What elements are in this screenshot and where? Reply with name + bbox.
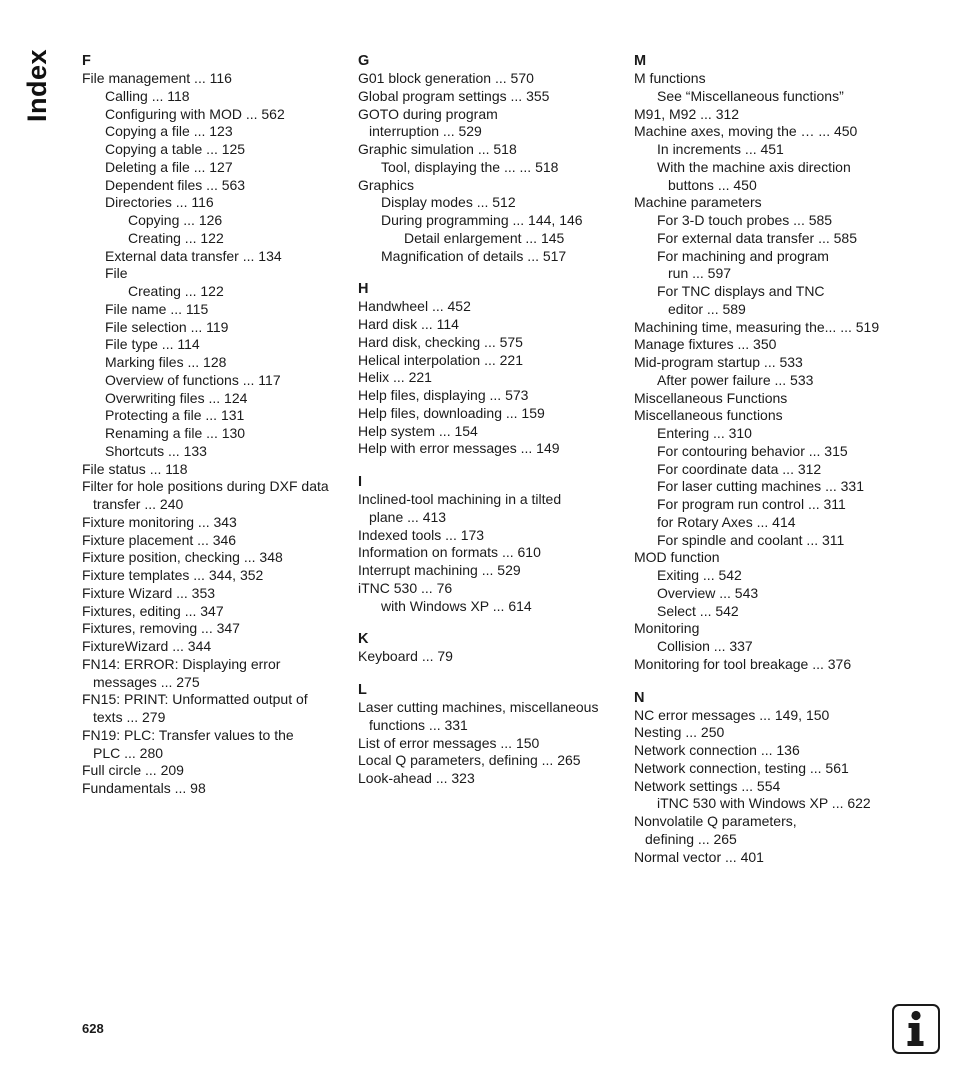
index-entry: Normal vector ... 401 — [634, 848, 764, 865]
index-entry: File name ... 115 — [105, 300, 209, 317]
index-entry: Renaming a file ... 130 — [105, 425, 246, 441]
index-entry: Nonvolatile Q parameters, — [634, 813, 797, 829]
index-entry: Hard disk ... 114 — [358, 316, 459, 332]
index-entry: Overview ... 543 — [657, 584, 759, 601]
index-entry: Graphics — [358, 176, 415, 193]
index-entry: FN14: ERROR: Displaying error — [82, 655, 281, 672]
index-entry: Calling ... 118 — [105, 87, 190, 104]
index-entry: Magnification of details ... 517 — [381, 247, 567, 264]
index-entry: File type ... 114 — [105, 336, 200, 353]
index-entry: Global program settings ... 355 — [358, 87, 550, 104]
index-entry: Help with error messages ... 149 — [358, 440, 560, 457]
index-entry: With the machine axis direction — [657, 158, 851, 175]
index-section — [634, 689, 909, 867]
index-entry: Keyboard ... 79 — [358, 648, 453, 665]
index-entry: Help files, downloading ... 159 — [358, 404, 545, 421]
index-section — [358, 280, 620, 458]
index-entry: Nesting ... 250 — [634, 724, 725, 741]
index-entry: Laser cutting machines, miscellaneous — [358, 699, 599, 715]
index-entry: iTNC 530 with Windows XP ... 622 — [657, 795, 871, 812]
index-entry: functions ... 331 — [369, 716, 468, 733]
index-entry: Look-ahead ... 323 — [358, 770, 475, 786]
index-entry: File selection ... 119 — [105, 318, 229, 335]
index-entry: For TNC displays and TNC — [657, 283, 825, 299]
index-entry: Fixture Wizard ... 353 — [82, 584, 216, 601]
index-entry: After power failure ... 533 — [657, 371, 814, 388]
page-number: 628 — [82, 1021, 104, 1036]
index-entry: External data transfer ... 134 — [105, 247, 282, 264]
index-entry: Graphic simulation ... 518 — [358, 141, 517, 157]
index-entry: Monitoring — [634, 620, 700, 637]
index-entry: for Rotary Axes ... 414 — [657, 513, 796, 530]
index-entry: editor ... 589 — [668, 300, 746, 317]
index-entry: Machine axes, moving the … ... 450 — [634, 123, 858, 140]
index-entry: Help system ... 154 — [358, 422, 478, 439]
section-letter: H — [358, 281, 369, 298]
index-entry: defining ... 265 — [645, 830, 737, 847]
index-entry: Manage fixtures ... 350 — [634, 336, 777, 353]
index-entry: Inclined-tool machining in a tilted — [358, 491, 562, 507]
index-entry: Filter for hole positions during DXF data — [82, 478, 329, 495]
section-letter: L — [358, 682, 367, 698]
index-entry: Fixture placement ... 346 — [82, 531, 237, 548]
index-section — [358, 52, 620, 265]
index-entry: Indexed tools ... 173 — [358, 526, 485, 543]
index-column-1 — [82, 50, 344, 798]
index-entry: For laser cutting machines ... 331 — [657, 478, 864, 495]
section-letter: K — [358, 631, 369, 648]
index-entry: GOTO during program — [358, 105, 498, 122]
index-entry: Fixture templates ... 344, 352 — [82, 567, 264, 583]
index-entry: with Windows XP ... 614 — [381, 597, 532, 614]
index-entry: Machining time, measuring the... ... 519 — [634, 318, 880, 335]
index-entry: Dependent files ... 563 — [105, 176, 246, 193]
index-entry: M91, M92 ... 312 — [634, 105, 740, 122]
index-entry: G01 block generation ... 570 — [358, 70, 534, 86]
index-entry: Monitoring for tool breakage ... 376 — [634, 655, 852, 672]
index-entry: Local Q parameters, defining ... 265 — [358, 752, 581, 769]
index-entry: Display modes ... 512 — [381, 194, 516, 211]
index-entry: Configuring with MOD ... 562 — [105, 105, 285, 122]
index-entry: Miscellaneous Functions — [634, 389, 788, 406]
index-entry: Select ... 542 — [657, 602, 739, 619]
section-letter: M — [634, 53, 647, 69]
index-entry: Fixtures, editing ... 347 — [82, 602, 224, 619]
info-icon — [892, 1004, 940, 1054]
index-entry: FixtureWizard ... 344 — [82, 638, 212, 654]
index-entry: Tool, displaying the ... ... 518 — [381, 158, 559, 175]
index-entry: File management ... 116 — [82, 70, 232, 86]
index-entry: interruption ... 529 — [369, 123, 482, 140]
index-entry: Exiting ... 542 — [657, 567, 742, 583]
index-entry: Copying a file ... 123 — [105, 123, 233, 140]
index-section — [634, 52, 909, 674]
index-entry: texts ... 279 — [93, 709, 166, 725]
section-letter: I — [358, 474, 363, 490]
section-letter: N — [634, 689, 645, 706]
index-entry: iTNC 530 ... 76 — [358, 579, 453, 596]
index-entry: FN19: PLC: Transfer values to the — [82, 726, 294, 743]
index-entry: Fundamentals ... 98 — [82, 780, 206, 796]
index-entry: In increments ... 451 — [657, 141, 784, 157]
index-entry: Help files, displaying ... 573 — [358, 387, 529, 403]
index-entry: Hard disk, checking ... 575 — [358, 333, 523, 350]
index-entry: For spindle and coolant ... 311 — [657, 531, 845, 548]
index-entry: Helix ... 221 — [358, 369, 432, 386]
index-entry: FN15: PRINT: Unformatted output of — [82, 691, 308, 708]
index-entry: Machine parameters — [634, 194, 762, 211]
index-entry: Entering ... 310 — [657, 425, 752, 441]
index-entry: Overwriting files ... 124 — [105, 389, 248, 406]
index-entry: M functions — [634, 70, 706, 86]
index-entry: messages ... 275 — [93, 673, 200, 690]
index-side-title: Index — [22, 48, 52, 122]
index-entry: For external data transfer ... 585 — [657, 229, 857, 246]
index-entry: Directories ... 116 — [105, 194, 214, 211]
index-entry: Fixture position, checking ... 348 — [82, 549, 283, 566]
index-entry: Protecting a file ... 131 — [105, 407, 245, 424]
index-entry: Copying ... 126 — [128, 212, 223, 228]
index-entry: List of error messages ... 150 — [358, 734, 540, 751]
index-section — [82, 52, 344, 798]
index-entry: plane ... 413 — [369, 508, 447, 525]
index-entry: transfer ... 240 — [93, 496, 184, 512]
index-entry: For machining and program — [657, 247, 829, 264]
index-entry: Mid-program startup ... 533 — [634, 354, 803, 370]
index-entry: Miscellaneous functions — [634, 407, 783, 424]
index-entry: See “Miscellaneous functions” — [657, 87, 844, 104]
index-entry: Marking files ... 128 — [105, 354, 227, 370]
index-entry: For contouring behavior ... 315 — [657, 442, 848, 459]
index-entry: run ... 597 — [668, 265, 732, 282]
index-entry: Fixture monitoring ... 343 — [82, 513, 237, 530]
index-entry: Full circle ... 209 — [82, 762, 184, 779]
index-entry: Collision ... 337 — [657, 638, 753, 654]
index-column-3 — [634, 50, 909, 866]
index-entry: NC error messages ... 149, 150 — [634, 706, 830, 723]
index-entry: During programming ... 144, 146 — [381, 212, 583, 228]
index-section — [358, 681, 620, 788]
index-entry: For program run control ... 311 — [657, 496, 846, 512]
index-entry: PLC ... 280 — [93, 744, 164, 761]
index-entry: buttons ... 450 — [668, 176, 757, 193]
index-entry: Handwheel ... 452 — [358, 298, 471, 315]
index-entry: MOD function — [634, 549, 720, 566]
index-entry: For coordinate data ... 312 — [657, 460, 822, 477]
index-entry: Network connection ... 136 — [634, 742, 800, 758]
index-section — [358, 630, 620, 666]
index-entry: Interrupt machining ... 529 — [358, 562, 521, 578]
section-letter: F — [82, 53, 91, 69]
index-entry: Shortcuts ... 133 — [105, 442, 207, 459]
index-entry: Overview of functions ... 117 — [105, 371, 281, 388]
section-letter: G — [358, 53, 370, 69]
index-entry: Detail enlargement ... 145 — [404, 229, 565, 246]
index-entry: Creating ... 122 — [128, 283, 224, 299]
index-section — [358, 473, 620, 615]
index-entry: Copying a table ... 125 — [105, 141, 246, 157]
index-entry: Helical interpolation ... 221 — [358, 351, 523, 368]
index-entry: Information on formats ... 610 — [358, 544, 541, 561]
index-entry: Deleting a file ... 127 — [105, 158, 233, 175]
index-entry: Fixtures, removing ... 347 — [82, 620, 240, 637]
index-entry: Creating ... 122 — [128, 229, 224, 246]
index-entry: File status ... 118 — [82, 460, 188, 477]
index-entry: For 3-D touch probes ... 585 — [657, 212, 833, 228]
index-entry: Network settings ... 554 — [634, 777, 781, 794]
index-entry: Network connection, testing ... 561 — [634, 759, 849, 776]
index-entry: File — [105, 265, 128, 282]
index-column-2 — [358, 50, 620, 788]
